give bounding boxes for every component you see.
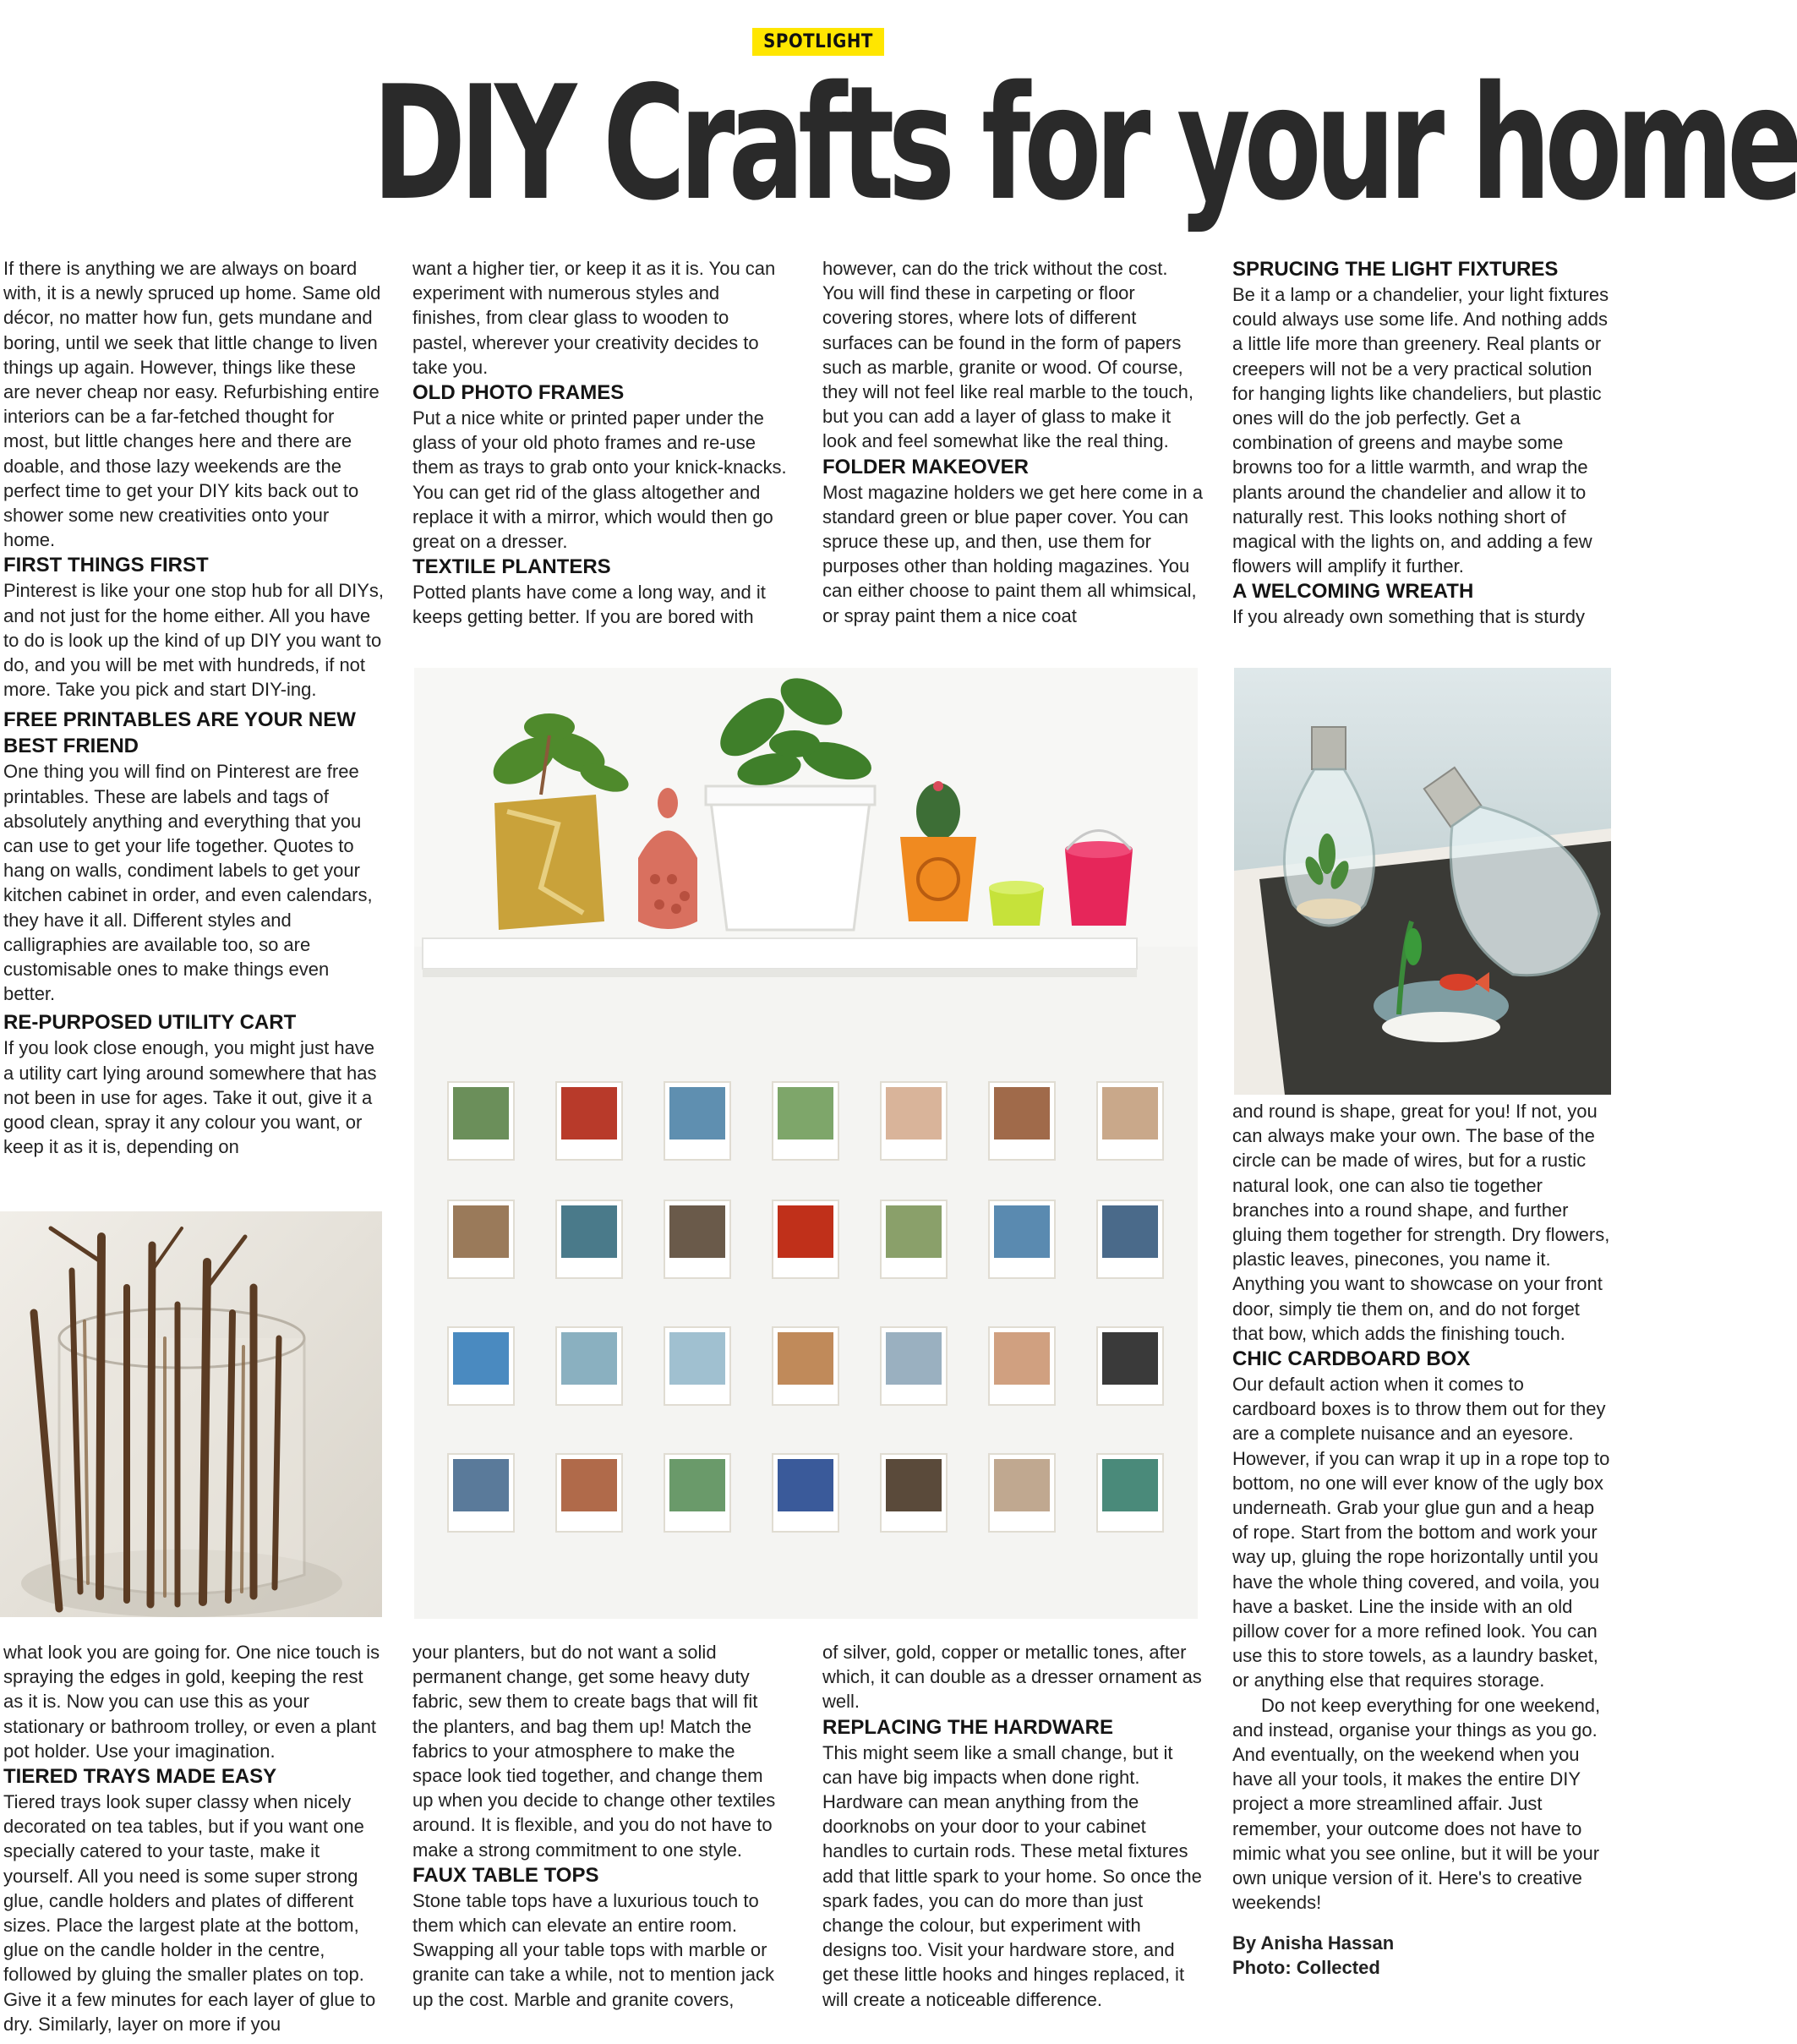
headline: DIY Crafts for your home <box>372 52 1797 235</box>
paragraph-utility-cart-continued: what look you are going for. One nice touch is spraying the edges in gold, keeping the rest as it is. Now you can use this as your stationary or bathroom trolley, or even a plant pot holder. Use your imagination. <box>3 1642 380 1762</box>
paragraph-faux-table-tops-continued: however, can do the trick without the cost. You will find these in carpeting or floor covering stores, where lots of different surfaces can be found in the form of papers such as marble, granite or wood. Of course, they will not feel like real marble to the touch, but you can add a layer of glass to make it look and feel somewhat like the real thing. <box>822 258 1194 452</box>
paragraph-light-fixtures: Be it a lamp or a chandelier, your light fixtures could always use some life. And nothing adds a little life more than greenery. Real plants or creepers will not be a very practical solution for hanging lights like chandeliers, but plastic ones will do the job perfectly. Get a combination of greens and maybe some browns too for a little warmth, and wrap the plants around the chandelier and allow it to naturally rest. This looks nothing short of magical with the lights on, and adding a few flowers will amplify it further. <box>1232 284 1609 577</box>
paragraph-textile-planters-continued: your planters, but do not want a solid permanent change, get some heavy duty fabric, sew them to create bags that will fit the planters, and bag them up! Match the fabrics to your atmosphere to make the space look tied together, and change them up when you decide to change other textiles around. It is flexible, and you do not have to make a strong commitment to one style. <box>412 1642 776 1861</box>
section-label: SPOTLIGHT <box>752 28 884 56</box>
article-column-4-bottom <box>1232 1099 1613 2044</box>
intro-paragraph: If there is anything we are always on board with, it is a newly spruced up home. Same old décor, no matter how fun, gets mundane and boring, until we seek that little change to liven things up again. However, things like these are never cheap nor easy. Refurbishing entire interiors can be a far-fetched thought for most, but little changes here and there are doable, and those lazy weekends are the perfect time to get your DIY kits back out to shower some new creativities onto your home. <box>3 258 381 551</box>
paragraph-utility-cart: If you look close enough, you might just have a utility cart lying around somewhere that has not been in use for ages. Take it out, give it a good clean, spray it any colour you want, or keep it as it is, depending on <box>3 1037 377 1158</box>
subhead-light-fixtures: SPRUCING THE LIGHT FIXTURES <box>1232 258 1559 281</box>
paragraph-chic-cardboard-box: Our default action when it comes to cardboard boxes is to throw them out for they are a complete nuisance and an eyesore. However, if you can wrap it up in a rope top to bottom, no one will ever know of the ugly box underneath. Grab your glue gun and a heap of rope. Start from the bottom and work your way up, gluing the rope horizontally until you have the whole thing covered, and voila, you have a basket. Line the inside with an old pillow cover for a more refined look. You can use this to store towels, as a laundry basket, or anything else that requires storage. <box>1232 1374 1610 1691</box>
subhead-tiered-trays: TIERED TRAYS MADE EASY <box>3 1765 277 1789</box>
photo-plant-shelf-and-polaroid-wall <box>414 668 1198 1619</box>
article-column-2-bottom <box>412 1640 789 2044</box>
byline <box>1232 1931 1613 1980</box>
paragraph-folder-makeover-continued: of silver, gold, copper or metallic tones, after which, it can double as a dresser ornament as well. <box>822 1642 1202 1713</box>
paragraph-faux-table-tops: Stone table tops have a luxurious touch to them which can elevate an entire room. Swapping all your table tops with marble or granite can take a while, not to mention jack up the cost. Marble and granite covers, <box>412 1889 775 2010</box>
paragraph-first-things-first: Pinterest is like your one stop hub for all DIYs, and not just for the home either. All you have to do is look up the kind of up DIY you want to do, and you will be met with hundreds, if not more. Take you pick and start DIY-ing. <box>3 580 384 701</box>
closing-paragraph: Do not keep everything for one weekend, and instead, organise your things as you go. And eventually, on the weekend when you have all your tools, it makes the entire DIY project a more streamlined affair. Just remember, your outcome does not have to mimic what you see online, but it will be your own unique version of it. Here's to creative weekends! <box>1232 1694 1601 1914</box>
author-credit: By Anisha Hassan <box>1232 1932 1395 1954</box>
paragraph-old-photo-frames: Put a nice white or printed paper under the glass of your old photo frames and re-use them as trays to grab onto your knick-knacks. You can get rid of the glass altogether and replace it with a mirror, which would then go great on a dresser. <box>412 407 787 553</box>
article-column-3-bottom <box>822 1640 1203 2044</box>
subhead-textile-planters: TEXTILE PLANTERS <box>412 555 611 579</box>
paragraph-welcoming-wreath: If you already own something that is sturdy <box>1232 606 1585 628</box>
article-column-1-bottom <box>3 1640 384 2044</box>
paragraph-textile-planters: Potted plants have come a long way, and it keeps getting better. If you are bored with <box>412 582 766 628</box>
subhead-free-printables: FREE PRINTABLES ARE YOUR NEW BEST FRIEND <box>3 708 356 758</box>
paragraph-replacing-hardware: This might seem like a small change, but it can have big impacts when done right. Hardware can mean anything from the doorknobs on your door to your cabinet handles to curtain rods. These metal fixtures add that little spark to your home. So once the spark fades, you can do more than just change the colour, but experiment with designs too. Visit your hardware store, and get these little hooks and hinges replaced, it will create a noticeable difference. <box>822 1741 1202 2010</box>
paragraph-folder-makeover: Most magazine holders we get here come in a standard green or blue paper cover. You can spruce these up, and then, use them for purposes other than holding magazines. You can either choose to paint them all whimsical, or spray paint them a nice coat <box>822 481 1204 626</box>
photo-twig-candle-holder <box>0 1211 382 1617</box>
subhead-chic-cardboard-box: CHIC CARDBOARD BOX <box>1232 1347 1471 1371</box>
paragraph-tiered-trays-continued: want a higher tier, or keep it as it is. You can experiment with numerous styles and finishes, from clear glass to wooden to pastel, wherever your creativity decides to take you. <box>412 258 776 378</box>
article-column-4-top <box>1232 256 1613 637</box>
subhead-first-things-first: FIRST THINGS FIRST <box>3 554 209 577</box>
subhead-welcoming-wreath: A WELCOMING WREATH <box>1232 580 1474 604</box>
article-column-1-top <box>3 256 384 1190</box>
photo-credit: Photo: Collected <box>1232 1956 1380 1978</box>
photo-lightbulb-terrariums <box>1234 668 1611 1095</box>
paragraph-welcoming-wreath-continued: and round is shape, great for you! If not, you can always make your own. The base of the circle can be made of wires, but for a rustic natural look, one can also tie together branches into a round shape, and further gluing them together for strength. Dry flowers, plastic leaves, pinecones, you name it. Anything you want to showcase on your front door, simply tie them on, and do not forget that bow, which adds the finishing touch. <box>1232 1101 1610 1344</box>
paragraph-tiered-trays: Tiered trays look super classy when nicely decorated on tea tables, but if you want one specially catered to your taste, make it yourself. All you need is some super strong glue, candle holders and plates of different sizes. Place the largest plate at the bottom, glue on the candle holder in the centre, followed by gluing the smaller plates on top. Give it a few minutes for each layer of glue to dry. Similarly, layer on more if you <box>3 1791 376 2035</box>
subhead-old-photo-frames: OLD PHOTO FRAMES <box>412 381 625 405</box>
subhead-utility-cart: RE-PURPOSED UTILITY CART <box>3 1011 297 1035</box>
article-column-2-top <box>412 256 789 637</box>
subhead-faux-table-tops: FAUX TABLE TOPS <box>412 1863 599 1887</box>
paragraph-free-printables: One thing you will find on Pinterest are free printables. These are labels and tags of absolutely anything and everything that you can use to get your life together. Quotes to hang on walls, condiment labels to get your kitchen cabinet in order, and even calendars, they have it all. Different styles and calligraphies are available too, so are customisable ones to make things even better. <box>3 761 373 1005</box>
subhead-replacing-hardware: REPLACING THE HARDWARE <box>822 1715 1114 1739</box>
article-column-3-top <box>822 256 1203 637</box>
subhead-folder-makeover: FOLDER MAKEOVER <box>822 455 1030 478</box>
